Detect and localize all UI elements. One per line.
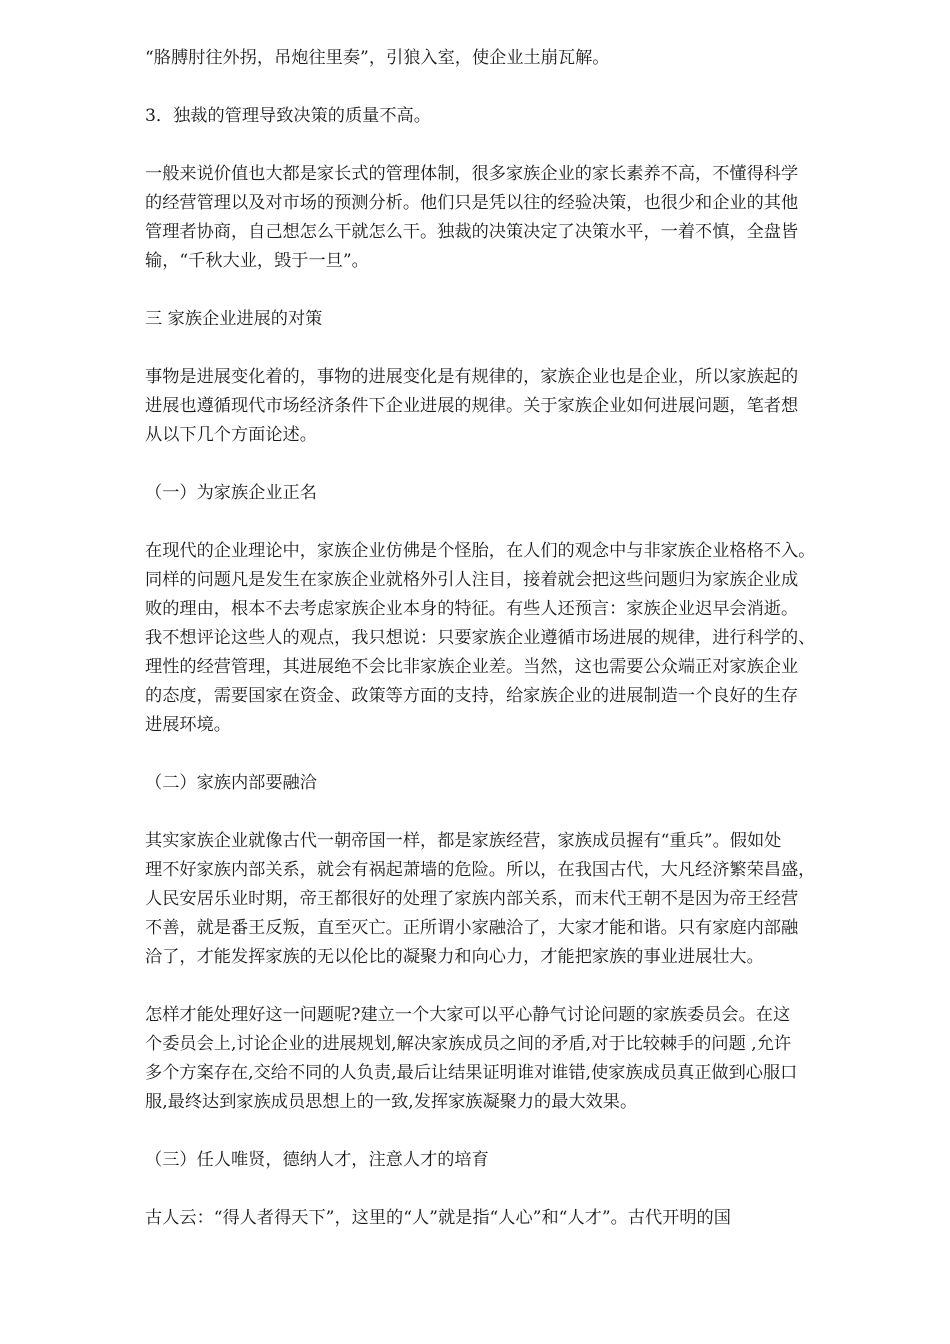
text-line: 古人云：“得人者得天下”，这里的“人”就是指“人心”和“人才”。古代开明的国	[145, 1208, 731, 1228]
paragraph-2-heading	[145, 102, 877, 131]
subheading-2	[145, 769, 877, 798]
paragraph-10	[145, 1001, 877, 1117]
text-line: 怎样才能处理好这一问题呢?建立一个大家可以平心静气讨论问题的家族委员会。在这	[145, 1005, 791, 1025]
text-line: 多个方案存在,交给不同的人负责,最后让结果证明谁对谁错,使家族成员真正做到心服口	[145, 1063, 798, 1083]
paragraph-gap	[145, 798, 877, 827]
document-page	[145, 44, 877, 1233]
paragraph-7	[145, 537, 877, 740]
paragraph-gap	[145, 508, 877, 537]
text-line: 个委员会上,讨论企业的进展规划,解决家族成员之间的矛盾,对于比较棘手的问题 ,允许	[145, 1034, 792, 1054]
text-line: 的经营管理以及对市场的预测分析。他们只是凭以往的经验决策，也很少和企业的其他	[145, 193, 799, 213]
text-line: “胳膊肘往外拐，吊炮往里奏”，引狼入室，使企业土崩瓦解。	[145, 48, 610, 68]
text-line: 其实家族企业就像古代一朝帝国一样，都是家族经营，家族成员握有“重兵”。假如处	[145, 831, 782, 851]
subheading-1	[145, 479, 877, 508]
section-heading-3	[145, 305, 877, 334]
text-line: 我不想评论这些人的观点，我只想说：只要家族企业遵循市场进展的规律，进行科学的、	[145, 628, 816, 648]
text-line: 服,最终达到家族成员思想上的一致,发挥家族凝聚力的最大效果。	[145, 1092, 638, 1112]
text-line: 理性的经营管理，其进展绝不会比非家族企业差。当然，这也需要公众端正对家族企业	[145, 657, 799, 677]
paragraph-gap	[145, 334, 877, 363]
text-line: 事物是进展变化着的，事物的进展变化是有规律的，家族企业也是企业，所以家族起的	[145, 367, 799, 387]
text-line: 进展也遵循现代市场经济条件下企业进展的规律。关于家族企业如何进展问题，笔者想	[145, 396, 799, 416]
text-line: 洽了，才能发挥家族的无以伦比的凝聚力和向心力，才能把家族的事业进展壮大。	[145, 947, 764, 967]
paragraph-gap	[145, 1117, 877, 1146]
text-line: 管理者协商，自己想怎么干就怎么干。独裁的决策决定了决策水平，一着不慎，全盘皆	[145, 222, 799, 242]
text-line: 输，“千秋大业，毁于一旦”。	[145, 251, 369, 271]
paragraph-12	[145, 1204, 877, 1233]
subheading-3	[145, 1146, 877, 1175]
paragraph-gap	[145, 740, 877, 769]
text-line: 三 家族企业进展的对策	[145, 309, 323, 329]
paragraph-3	[145, 160, 877, 276]
text-line: （一）为家族企业正名	[145, 483, 317, 503]
text-line: 3．独裁的管理导致决策的质量不高。	[145, 106, 431, 126]
text-line: 在现代的企业理论中，家族企业仿佛是个怪胎，在人们的观念中与非家族企业格格不入。	[145, 541, 816, 561]
paragraph-gap	[145, 131, 877, 160]
text-line: 不善，就是番王反叛，直至灭亡。正所谓小家融洽了，大家才能和谐。只有家庭内部融	[145, 918, 799, 938]
text-line: 败的理由，根本不去考虑家族企业本身的特征。有些人还预言：家族企业迟早会消逝。	[145, 599, 799, 619]
text-line: （三）任人唯贤，德纳人才，注意人才的培育	[145, 1150, 489, 1170]
paragraph-1	[145, 44, 877, 73]
paragraph-gap	[145, 276, 877, 305]
paragraph-gap	[145, 73, 877, 102]
paragraph-9	[145, 827, 877, 972]
paragraph-gap	[145, 450, 877, 479]
text-line: 理不好家族内部关系，就会有祸起萧墙的危险。所以，在我国古代，大凡经济繁荣昌盛，	[145, 860, 816, 880]
text-line: 同样的问题凡是发生在家族企业就格外引人注目，接着就会把这些问题归为家族企业成	[145, 570, 799, 590]
text-line: （二）家族内部要融洽	[145, 773, 317, 793]
paragraph-5	[145, 363, 877, 450]
paragraph-gap	[145, 972, 877, 1001]
text-line: 一般来说价值也大都是家长式的管理体制，很多家族企业的家长素养不高，不懂得科学	[145, 164, 799, 184]
text-line: 从以下几个方面论述。	[145, 425, 317, 445]
text-line: 的态度，需要国家在资金、政策等方面的支持，给家族企业的进展制造一个良好的生存	[145, 686, 799, 706]
text-line: 人民安居乐业时期，帝王都很好的处理了家族内部关系，而末代王朝不是因为帝王经营	[145, 889, 799, 909]
text-line: 进展环境。	[145, 715, 231, 735]
paragraph-gap	[145, 1175, 877, 1204]
